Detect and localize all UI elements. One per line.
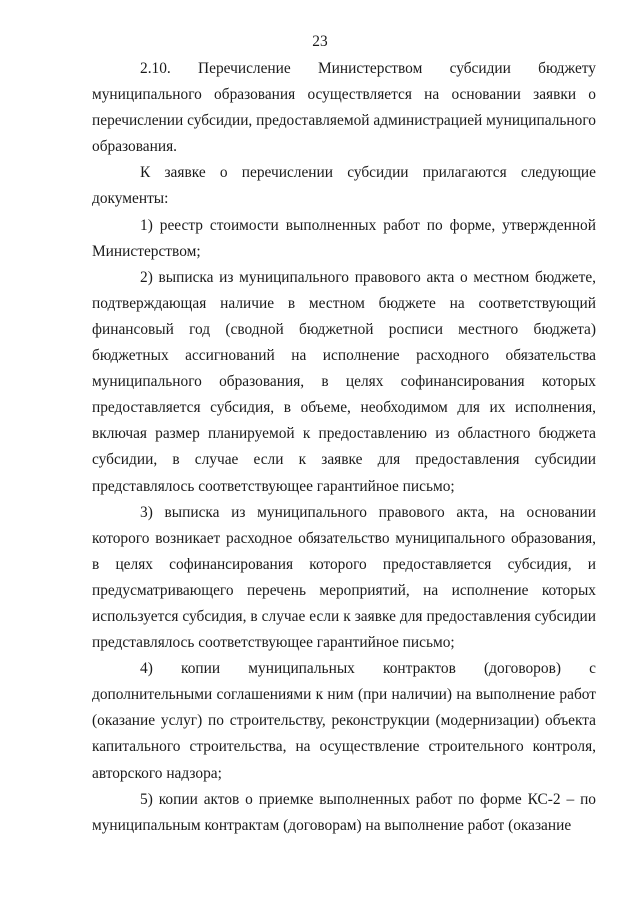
list-item-4: 4) копии муниципальных контрактов (договоров) с дополнительными соглашениями к ним (при наличии) на выполнение работ (оказание услуг) по строительству, реконструкции (модернизации) объекта капитального строительства, на осуществление строительного контроля, авторского надзора;: [92, 660, 596, 782]
page-number: 23: [312, 33, 328, 50]
paragraph-2-10: 2.10. Перечисление Министерством субсидии бюджету муниципального образования осуществляется на основании заявки о перечислении субсидии, предоставляемой администрацией муниципального образования.: [92, 60, 596, 156]
paragraph-attachments-intro: К заявке о перечислении субсидии прилагаются следующие документы:: [92, 164, 596, 208]
list-item-3: 3) выписка из муниципального правового акта, на основании которого возникает расходное обязательство муниципального образования, в целях софинансирования которого предоставляется субсидия, и предусматривающего перечень мероприятий, на исполнение которых используется субсидия, в случае если к заявке для предоставления субсидии представлялось соответствующее гарантийное письмо;: [92, 503, 596, 652]
list-item-2: 2) выписка из муниципального правового акта о местном бюджете, подтверждающая наличие в местном бюджете на соответствующий финансовый год (сводной бюджетной росписи местного бюджета) бюджетных ассигнований на исполнение расходного обязательства муниципального образования, в целях софинансирования которых предоставляется субсидия, в объеме, необходимом для их исполнения, включая размер планируемой к предоставлению из областного бюджета субсидии, в случае если к заявке для предоставления субсидии представлялось соответствующее гарантийное письмо;: [92, 268, 596, 495]
list-item-5: 5) копии актов о приемке выполненных работ по форме КС-2 – по муниципальным контрактам (договорам) на выполнение работ (оказание: [92, 790, 596, 834]
list-item-1: 1) реестр стоимости выполненных работ по форме, утвержденной Министерством;: [92, 216, 596, 260]
document-body: [92, 56, 596, 839]
